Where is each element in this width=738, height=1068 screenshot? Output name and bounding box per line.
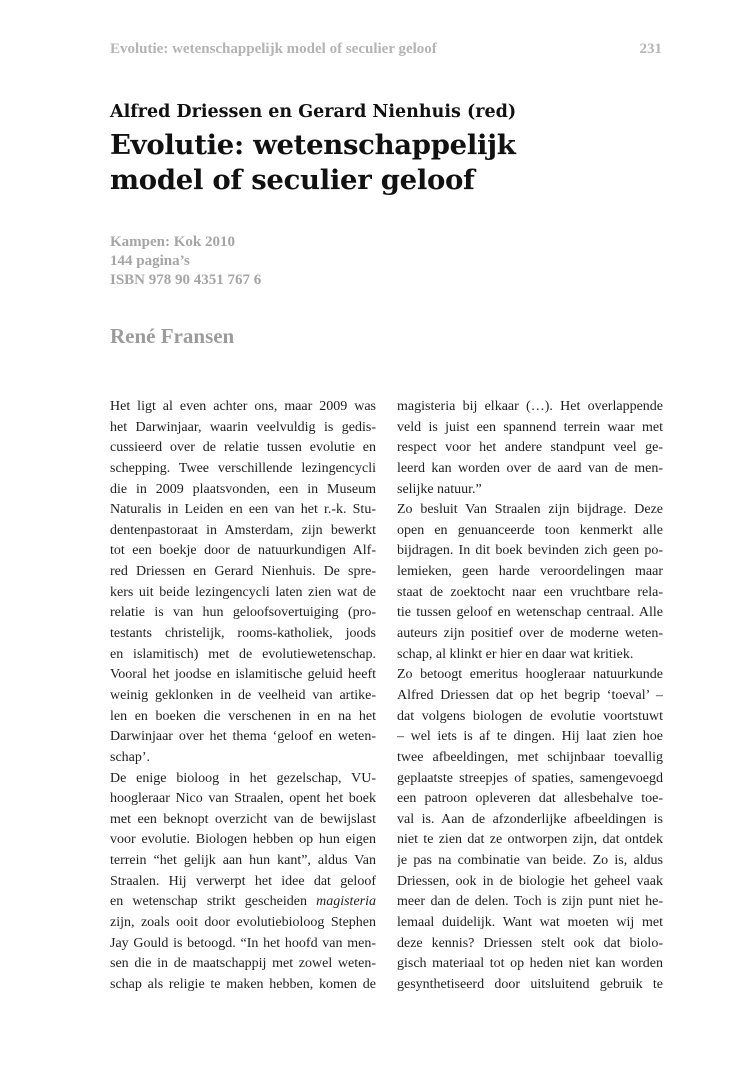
text-line [110,892,376,913]
text-line: red Driessen en Gerard Nienhuis. De spre- [110,564,376,580]
text-line: deze kennis? Driessen stelt ook dat biolo- [397,935,663,951]
text-line: open en genuanceerde toon kenmerkt alle [397,522,663,538]
book-title-line-2: model of seculier geloof [110,164,475,196]
text-line: met een beknopt overzicht van de bewijslast [110,811,376,827]
isbn: ISBN 978 90 4351 767 6 [110,272,262,288]
left-column [110,397,376,996]
text-line: De enige bioloog in het gezelschap, VU- [110,770,376,786]
text-line: auteurs zijn positief over de moderne weten- [397,626,663,642]
text-line: zijn, zoals ooit door evolutiebioloog Stephen [110,915,376,931]
italic-term: magisteria [316,894,376,910]
text-line: staat de zoektocht naar een vruchtbare rela- [397,584,663,600]
text-line: een patroon opleveren dat allesbehalve toe- [397,791,663,807]
text-line: tie tussen geloof en wetenschap centraal. Alle [397,605,663,621]
text-line: twee afbeeldingen, met schijnbaar toevallig [397,749,663,765]
running-head-title: Evolutie: wetenschappelijk model of seculier geloof [110,41,437,57]
book-editors: Alfred Driessen en Gerard Nienhuis (red) [110,102,517,122]
text-line: Jay Gould is betoogd. “In het hoofd van men- [110,935,376,951]
review-author: René Fransen [110,324,235,348]
text-line: hoogleraar Nico van Straalen, opent het boek [110,791,376,807]
book-title [110,128,630,198]
text-line: schap als religie te maken hebben, komen de [110,976,376,992]
running-head [110,41,662,58]
text-line: respect voor het andere standpunt veel ge- [397,440,663,456]
text-line: schap, al klinkt er hier en daar wat kritiek. [397,646,634,662]
page-count: 144 pagina’s [110,253,190,269]
text-line: Naturalis in Leiden en een van het r.-k. Stu- [110,502,376,518]
text-line: dat volgens biologen de evolutie voortstuwt [397,708,663,724]
text-line: geplaatste streepjes of spaties, samengevoegd [397,770,663,786]
page-number: 231 [639,41,662,57]
text-line: meer dan de delen. Toch is zijn punt niet he- [397,894,663,910]
text-line: schap’. [110,749,151,765]
text-line: Straalen. Hij verwerpt het idee dat geloof [110,873,376,889]
text-line: kers uit beide lezingencycli laten zien wat de [110,584,376,600]
text-line: Alfred Driessen dat op het begrip ‘toeval’ – [397,687,663,703]
publisher: Kampen: Kok 2010 [110,234,236,250]
text-line: gesynthetiseerd door uitsluitend gebruik te [397,976,663,992]
text-line: sen die in de maatschappij met zowel weten- [110,956,376,972]
text-line: Vooral het joodse en islamitische geluid heeft [110,667,376,683]
text-line: tot een boekje door de natuurkundigen Alf- [110,543,376,559]
text-line: die in 2009 plaatsvonden, een in Museum [110,481,376,497]
text-line: lemieken, geen harde veroordelingen maar [397,564,663,580]
text-line: testants christelijk, rooms-katholiek, joods [110,626,376,642]
text-line: en islamitisch) met de evolutiewetenschap. [110,646,376,662]
text-line: magisteria bij elkaar (…). Het overlappende [397,399,663,414]
text-line: dentenpastoraat in Amsterdam, zijn bewerkt [110,522,376,538]
text-segment: en wetenschap strikt gescheiden [110,894,307,910]
text-line: selijke natuur.” [397,481,482,497]
text-line: – wel iets is af te dingen. Hij laat zien hoe [397,729,663,745]
text-line: val is. Aan de afzonderlijke afbeeldingen is [397,811,663,827]
text-line: Zo betoogt emeritus hoogleraar natuurkunde [397,667,663,683]
text-line: leerd kan worden over de aard van de men- [397,460,663,476]
text-line: voor evolutie. Biologen hebben op hun eigen [110,832,376,848]
text-line: terrein “het gelijk aan hun kant”, aldus Van [110,853,376,869]
text-line: Darwinjaar over het thema ‘geloof en weten- [110,729,376,745]
text-line: bijdragen. In dit boek bevinden zich geen po- [397,543,663,559]
book-title-line-1: Evolutie: wetenschappelijk [110,129,516,161]
text-line: lemaal duidelijk. Want wat moeten wij met [397,915,663,931]
text-line: Het ligt al even achter ons, maar 2009 was [110,399,376,414]
book-metadata [110,233,261,290]
text-line: je pas na combinatie van beide. Zo is, aldus [397,853,663,869]
text-line: schepping. Twee verschillende lezingencycli [110,460,376,476]
text-line: len en boeken die verschenen in en na het [110,708,376,724]
right-column [397,397,663,996]
text-line: het Darwinjaar, waarin veelvuldig is gedis- [110,419,376,435]
text-line: cussieerd over de relatie tussen evolutie en [110,440,376,456]
text-line: Driessen, ook in de biologie het geheel vaak [397,873,663,889]
text-line: relatie is van hun geloofsovertuiging (pro- [110,605,376,621]
text-line: gisch materiaal tot op heden niet kan worden [397,956,663,972]
text-line: niet te zien dat ze ontworpen zijn, dat ontdek [397,832,663,848]
text-line: Zo besluit Van Straalen zijn bijdrage. Deze [397,502,663,518]
text-line: weinig geklonken in de veelheid van artike- [110,687,376,703]
text-line: veld is juist een spannend terrein waar met [397,419,663,435]
